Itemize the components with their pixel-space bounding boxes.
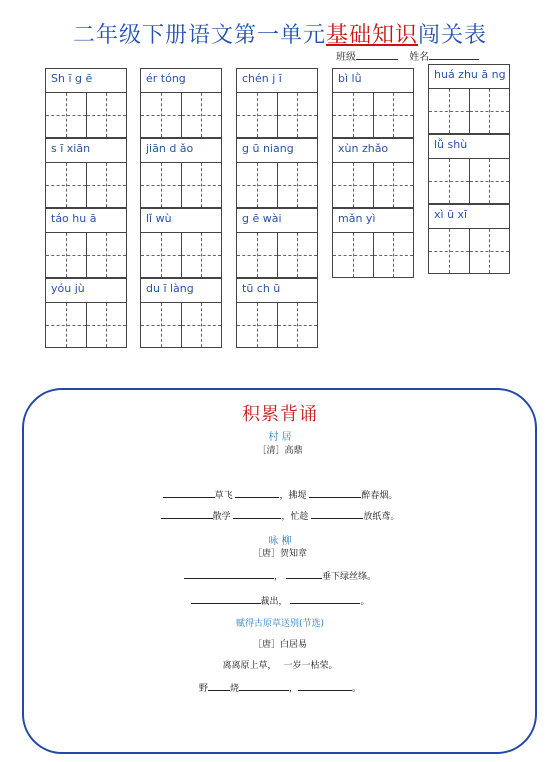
pinyin-label: xì ū xī bbox=[428, 204, 510, 229]
writing-cells[interactable] bbox=[45, 303, 127, 348]
poem-author: ［唐］贺知章 bbox=[252, 549, 307, 559]
poem-author: ［唐］白居易 bbox=[252, 640, 307, 650]
pinyin-label: chén j ī bbox=[236, 68, 318, 93]
poem-line: 离离原上草， 一岁一枯荣。 bbox=[222, 661, 338, 671]
pinyin-label: bì lǜ bbox=[332, 68, 414, 93]
answer-blank[interactable] bbox=[298, 682, 352, 691]
name-blank[interactable] bbox=[429, 50, 479, 60]
answer-blank[interactable] bbox=[235, 489, 279, 498]
poem-line: ， 垂下绿丝绦。 bbox=[0, 569, 560, 582]
poem-title: 咏 柳 bbox=[268, 536, 292, 547]
writing-cells[interactable] bbox=[236, 303, 318, 348]
pinyin-label: tū ch ū bbox=[236, 278, 318, 303]
student-info bbox=[336, 48, 479, 63]
pinyin-label: du ī làng bbox=[140, 278, 222, 303]
writing-cells[interactable] bbox=[236, 233, 318, 278]
answer-blank[interactable] bbox=[311, 510, 363, 519]
word-column-1 bbox=[45, 68, 127, 348]
writing-cells[interactable] bbox=[332, 233, 414, 278]
title-highlight: 基础知识 bbox=[325, 23, 418, 48]
pinyin-label: s ī xiān bbox=[45, 138, 127, 163]
writing-cells[interactable] bbox=[332, 93, 414, 138]
recite-title: 积累背诵 bbox=[242, 404, 318, 425]
pinyin-label: g ū niang bbox=[236, 138, 318, 163]
pinyin-label: xùn zhǎo bbox=[332, 138, 414, 163]
writing-cells[interactable] bbox=[140, 303, 222, 348]
writing-cells[interactable] bbox=[428, 89, 510, 134]
answer-blank[interactable] bbox=[161, 510, 213, 519]
pinyin-label: ér tóng bbox=[140, 68, 222, 93]
poem-line: 野 烧 ， 。 bbox=[198, 684, 362, 694]
pinyin-label: jiān d ǎo bbox=[140, 138, 222, 163]
writing-cells[interactable] bbox=[236, 93, 318, 138]
writing-cells[interactable] bbox=[140, 233, 222, 278]
answer-blank[interactable] bbox=[233, 510, 281, 519]
writing-cells[interactable] bbox=[236, 163, 318, 208]
answer-blank[interactable] bbox=[184, 570, 274, 579]
pinyin-label: yóu jù bbox=[45, 278, 127, 303]
answer-blank[interactable] bbox=[191, 595, 261, 604]
title-suffix: 闯关表 bbox=[418, 23, 488, 48]
writing-cells[interactable] bbox=[45, 233, 127, 278]
page-title bbox=[0, 18, 560, 49]
poem-line: 散学 ，忙趁 放纸鸢。 bbox=[0, 509, 560, 522]
class-label: 班级 bbox=[336, 52, 356, 63]
writing-cells[interactable] bbox=[140, 163, 222, 208]
writing-cells[interactable] bbox=[45, 93, 127, 138]
name-label: 姓名 bbox=[409, 52, 430, 63]
pinyin-label: Sh ī g ē bbox=[45, 68, 127, 93]
pinyin-label: táo hu ā bbox=[45, 208, 127, 233]
writing-cells[interactable] bbox=[45, 163, 127, 208]
writing-cells[interactable] bbox=[140, 93, 222, 138]
poem-line: 裁出， 。 bbox=[0, 594, 560, 607]
poem-title: 村 居 bbox=[268, 432, 292, 443]
writing-cells[interactable] bbox=[332, 163, 414, 208]
pinyin-label: lǚ shù bbox=[428, 134, 510, 159]
pinyin-label: lǐ wù bbox=[140, 208, 222, 233]
answer-blank[interactable] bbox=[286, 570, 322, 579]
poem-line: 草飞 ，拂堤 醉春烟。 bbox=[0, 488, 560, 501]
writing-cells[interactable] bbox=[428, 159, 510, 204]
word-column-4 bbox=[332, 68, 414, 278]
pinyin-label: huá zhu ā ng bbox=[428, 64, 510, 89]
answer-blank[interactable] bbox=[309, 489, 361, 498]
answer-blank[interactable] bbox=[208, 682, 230, 691]
poem-title: 赋得古原草送别(节选) bbox=[235, 619, 325, 629]
answer-blank[interactable] bbox=[163, 489, 215, 498]
answer-blank[interactable] bbox=[239, 682, 289, 691]
word-column-3 bbox=[236, 68, 318, 348]
title-prefix: 二年级下册语文第一单元 bbox=[72, 23, 326, 48]
poem-author: ［清］高鼎 bbox=[257, 446, 303, 456]
writing-cells[interactable] bbox=[428, 229, 510, 274]
class-blank[interactable] bbox=[356, 50, 398, 60]
pinyin-label: g ē wài bbox=[236, 208, 318, 233]
word-column-5 bbox=[428, 64, 510, 274]
word-column-2 bbox=[140, 68, 222, 348]
answer-blank[interactable] bbox=[290, 595, 360, 604]
pinyin-label: mǎn yì bbox=[332, 208, 414, 233]
